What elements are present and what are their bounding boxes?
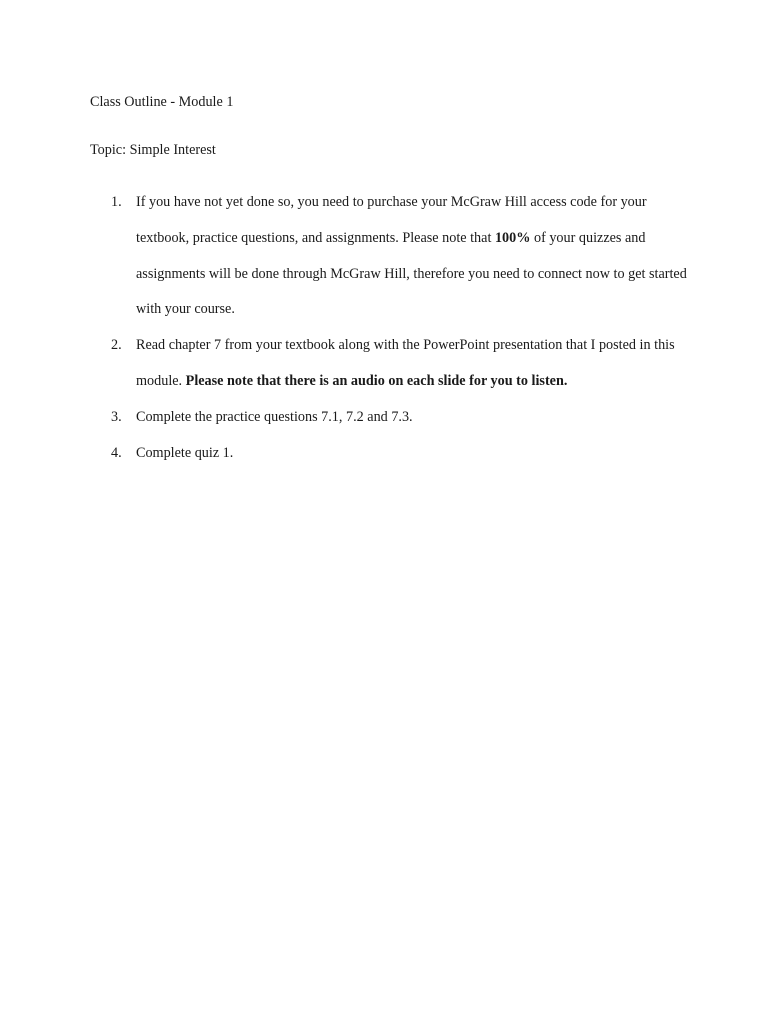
document-topic: Topic: Simple Interest <box>90 142 216 158</box>
list-item-text <box>136 409 413 425</box>
list-item-text <box>136 445 233 461</box>
list-item-number: 1. <box>111 194 122 210</box>
list-item-number: 4. <box>111 444 122 461</box>
document-title: Class Outline - Module 1 <box>90 94 234 110</box>
list-item-text <box>136 194 687 317</box>
list-item <box>90 400 690 436</box>
list-item-number: 2. <box>111 337 122 354</box>
text-run: Complete the practice questions 7.1, 7.2 and 7.3. <box>136 408 413 425</box>
outline-list <box>90 185 690 471</box>
list-item-number: 3. <box>111 408 122 425</box>
list-item <box>90 436 690 472</box>
text-run: If you have not yet done so, you need to purchase your McGraw Hill access code for your textbook, practice questions, and assignments. Please note that <box>136 194 647 246</box>
list-item <box>90 185 690 328</box>
text-run: Complete quiz 1. <box>136 444 234 461</box>
bold-text-run: 100% <box>494 229 531 246</box>
list-item <box>90 328 690 400</box>
text-run: Read chapter 7 from your textbook along with the PowerPoint presentation that I posted in this module. <box>136 337 675 389</box>
bold-text-run: Please note that there is an audio on each slide for you to listen. <box>185 372 568 389</box>
list-item-text <box>136 337 675 389</box>
text-run: of your quizzes and assignments will be done through McGraw Hill, therefore you need to connect now to get started with your course. <box>136 229 687 318</box>
